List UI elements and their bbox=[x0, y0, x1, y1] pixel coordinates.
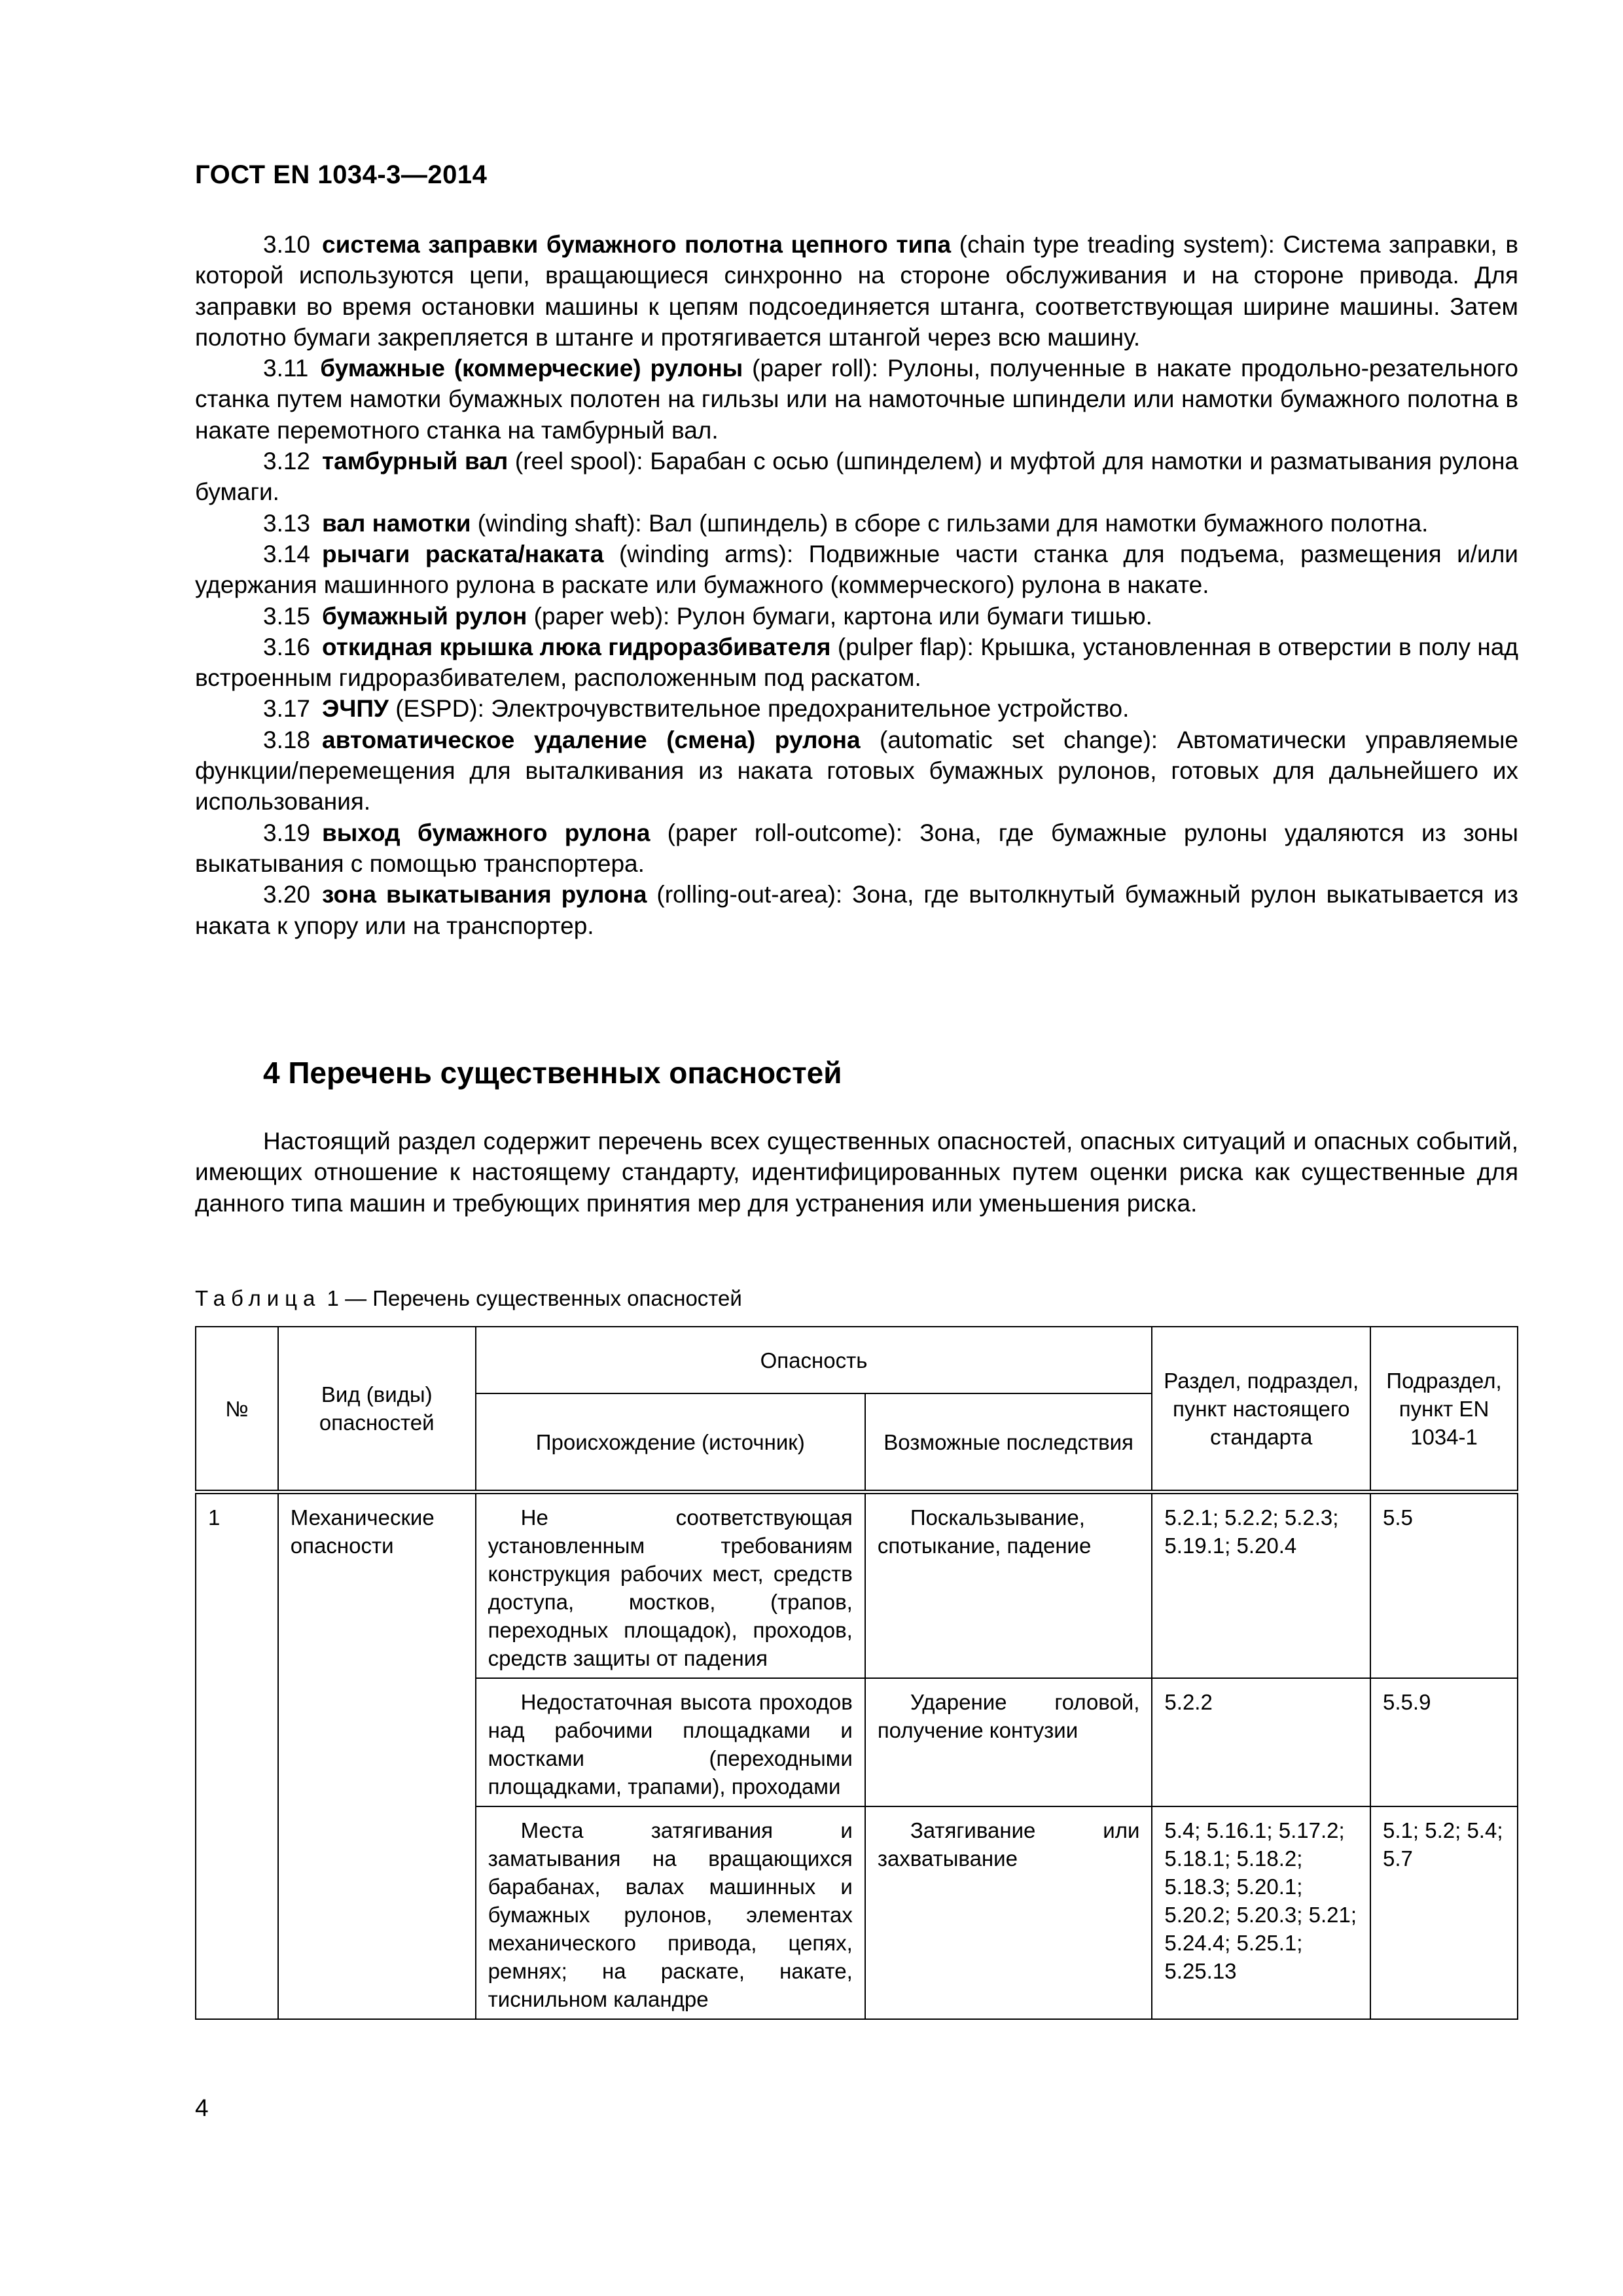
hazards-table bbox=[195, 1326, 1518, 2020]
definition-number: 3.14 bbox=[263, 540, 311, 567]
definition-text: (automatic set change): Автоматически управляемые функции/перемещения для выталкивания из наката готовых бумажных рулонов, готовых для дальнейшего их использования. bbox=[195, 726, 1518, 816]
definition-text: (ESPD): Электрочувствительное предохранительное устройство. bbox=[388, 695, 1130, 723]
definition-number: 3.18 bbox=[263, 726, 311, 753]
cell-consequences bbox=[865, 1678, 1152, 1806]
header-en-section: Подраздел, пункт EN 1034-1 bbox=[1370, 1327, 1518, 1492]
definition-item bbox=[195, 601, 1518, 632]
cell-source-text: Не соответствующая установленным требованиям конструкция рабочих мест, средств доступа, мостков, (трапов, переходных площадок), проходов, средств защиты от падения bbox=[488, 1505, 853, 1670]
cell-en-section: 5.5.9 bbox=[1370, 1678, 1518, 1806]
definition-item bbox=[195, 446, 1518, 508]
cell-consequences-text: Ударение головой, получение контузии bbox=[877, 1690, 1140, 1742]
definition-term: рычаги раската/наката bbox=[322, 540, 604, 567]
definition-number: 3.13 bbox=[263, 509, 311, 537]
header-kind: Вид (виды) опасностей bbox=[278, 1327, 476, 1492]
cell-kind: Механические опасности bbox=[278, 1492, 476, 2020]
definition-item bbox=[195, 353, 1518, 446]
cell-consequences bbox=[865, 1806, 1152, 2019]
cell-section: 5.2.2 bbox=[1152, 1678, 1370, 1806]
definition-number: 3.11 bbox=[263, 355, 309, 382]
definition-text: (winding arms): Подвижные части станка для подъема, размещения и/или удержания машинного рулона в раскате или бумажного (коммерческого) рулона в накате. bbox=[195, 540, 1518, 599]
table-caption-text: 1 — Перечень существенных опасностей bbox=[321, 1286, 742, 1310]
cell-section: 5.4; 5.16.1; 5.17.2; 5.18.1; 5.18.2; 5.18.3; 5.20.1; 5.20.2; 5.20.3; 5.21; 5.24.4; 5.25.1; 5.25.13 bbox=[1152, 1806, 1370, 2019]
definition-term: ЭЧПУ bbox=[322, 695, 389, 723]
header-consequences: Возможные последствия bbox=[865, 1393, 1152, 1492]
definition-number: 3.15 bbox=[263, 602, 311, 630]
table-row bbox=[196, 1492, 1518, 1679]
definition-number: 3.19 bbox=[263, 819, 311, 846]
cell-section: 5.2.1; 5.2.2; 5.2.3; 5.19.1; 5.20.4 bbox=[1152, 1492, 1370, 1679]
definition-item bbox=[195, 632, 1518, 694]
definition-text: (winding shaft): Вал (шпиндель) в сборе с гильзами для намотки бумажного полотна. bbox=[471, 509, 1429, 537]
definition-number: 3.16 bbox=[263, 633, 311, 660]
definitions-list bbox=[195, 229, 1518, 941]
definition-number: 3.20 bbox=[263, 881, 311, 908]
header-source: Происхождение (источник) bbox=[476, 1393, 865, 1492]
definition-term: бумажный рулон bbox=[322, 602, 527, 630]
cell-en-section: 5.1; 5.2; 5.4; 5.7 bbox=[1370, 1806, 1518, 2019]
definition-term: выход бумажного рулона bbox=[322, 819, 651, 846]
definition-term: тамбурный вал bbox=[322, 448, 508, 475]
definition-number: 3.17 bbox=[263, 695, 311, 723]
section-title: 4 Перечень существенных опасностей bbox=[263, 1056, 842, 1090]
definition-item bbox=[195, 693, 1518, 724]
section-intro-text: Настоящий раздел содержит перечень всех существенных опасностей, опасных ситуаций и опасных событий, имеющих отношение к настоящему стандарту, идентифицированных путем оценки риска как существенные для данного типа машин и требующих принятия мер для устранения или уменьшения риска. bbox=[195, 1128, 1518, 1217]
definition-number: 3.10 bbox=[263, 231, 311, 258]
table-caption bbox=[195, 1286, 742, 1311]
definition-item bbox=[195, 817, 1518, 880]
table-caption-prefix: Таблица bbox=[195, 1286, 321, 1310]
definition-term: откидная крышка люка гидроразбивателя bbox=[322, 633, 831, 660]
cell-consequences-text: Затягивание или захватывание bbox=[877, 1818, 1140, 1871]
cell-source bbox=[476, 1806, 865, 2019]
page-number: 4 bbox=[195, 2094, 209, 2121]
definition-text: (chain type treading system): Система заправки, в которой используются цепи, вращающиеся синхронно на стороне обслуживания и на стороне привода. Для заправки во время остановки машины к цепям подсоединяется штанга, соответствующая ширине машины. Затем полотно бумаги закрепляется в штанге и протягивается штангой через всю машину. bbox=[195, 231, 1518, 351]
cell-source-text: Недостаточная высота проходов над рабочими площадками и мостками (переходными площадками, трапами), проходами bbox=[488, 1690, 853, 1799]
cell-consequences bbox=[865, 1492, 1152, 1679]
definition-text: (rolling-out-area): Зона, где вытолкнутый бумажный рулон выкатывается из наката к упору или на транспортер. bbox=[195, 881, 1518, 939]
definition-text: (pulper flap): Крышка, установленная в отверстии в полу над встроенным гидроразбивателем, расположенным под раскатом. bbox=[195, 633, 1519, 692]
header-section: Раздел, подраздел, пункт настоящего стандарта bbox=[1152, 1327, 1370, 1492]
section-intro bbox=[195, 1126, 1518, 1219]
definition-term: зона выкатывания рулона bbox=[322, 881, 647, 908]
document-header: ГОСТ EN 1034-3—2014 bbox=[195, 160, 488, 189]
cell-no: 1 bbox=[196, 1492, 278, 2020]
cell-en-section: 5.5 bbox=[1370, 1492, 1518, 1679]
cell-source-text: Места затягивания и заматывания на вращающихся барабанах, валах машинных и бумажных рулонов, элементах механического привода, цепях, ремнях; на раскате, накате, тиснильном каландре bbox=[488, 1818, 853, 2011]
definition-item bbox=[195, 229, 1518, 353]
definition-text: (paper web): Рулон бумаги, картона или бумаги тишью. bbox=[527, 602, 1152, 630]
definition-text: (paper roll): Рулоны, полученные в накате продольно-резательного станка путем намотки бумажных полотен на гильзы или на намоточные шпиндели или намотки бумажного полотна в накате перемотного станка на тамбурный вал. bbox=[195, 355, 1518, 444]
header-no: № bbox=[196, 1327, 278, 1492]
definition-item bbox=[195, 879, 1518, 941]
definition-item bbox=[195, 539, 1518, 601]
definition-number: 3.12 bbox=[263, 448, 311, 475]
definition-term: автоматическое удаление (смена) рулона bbox=[322, 726, 861, 753]
definition-item bbox=[195, 508, 1518, 539]
header-hazard: Опасность bbox=[476, 1327, 1152, 1393]
definition-text: (paper roll-outcome): Зона, где бумажные рулоны удаляются из зоны выкатывания с помощью транспортера. bbox=[195, 819, 1518, 877]
table-header-row bbox=[196, 1327, 1518, 1393]
definition-term: система заправки бумажного полотна цепного типа bbox=[322, 231, 952, 258]
definition-term: бумажные (коммерческие) рулоны bbox=[320, 355, 743, 382]
cell-source bbox=[476, 1492, 865, 1679]
cell-consequences-text: Поскальзывание, спотыкание, падение bbox=[877, 1505, 1092, 1558]
definition-item bbox=[195, 725, 1518, 817]
definition-text: (reel spool): Барабан с осью (шпинделем) и муфтой для намотки и разматывания рулона бумаги. bbox=[195, 448, 1518, 506]
cell-source bbox=[476, 1678, 865, 1806]
definition-term: вал намотки bbox=[322, 509, 471, 537]
